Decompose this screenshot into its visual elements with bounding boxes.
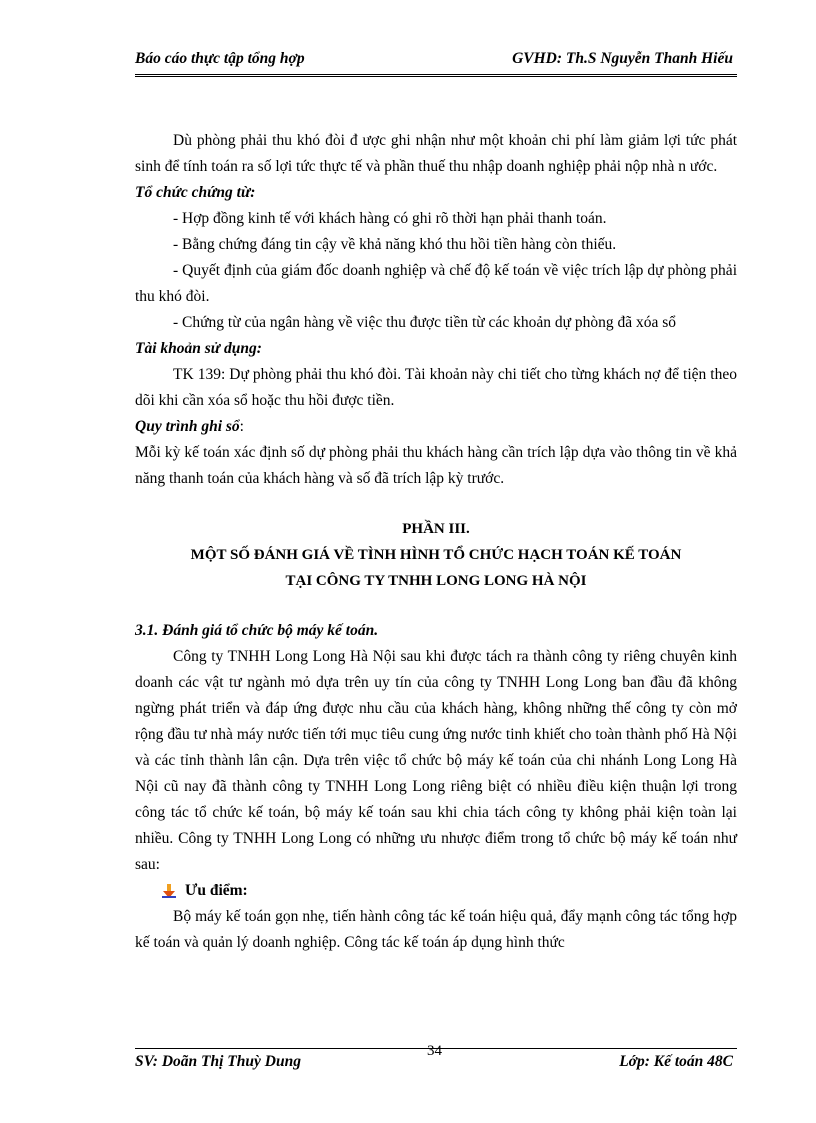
part-title: PHẦN III. (402, 521, 470, 537)
header-report-title: Báo cáo thực tập tổng hợp (135, 50, 305, 67)
heading-accounts: Tài khoản sử dụng: (135, 340, 262, 357)
paragraph-account-139: TK 139: Dự phòng phải thu khó đòi. Tài khoản này chi tiết cho từng khách nợ để tiện theo dõi khi cần xóa sổ hoặc thu hồi được tiền. (135, 366, 737, 409)
part-subtitle-line2: TẠI CÔNG TY TNHH LONG LONG HÀ NỘI (285, 573, 587, 589)
page-header (135, 48, 737, 77)
advantages-heading (161, 878, 737, 904)
heading-documents: Tổ chức chứng từ: (135, 184, 256, 201)
paragraph-section-3-1: Công ty TNHH Long Long Hà Nội sau khi được tách ra thành công ty riêng chuyên kinh doanh các vật tư ngành mỏ dựa trên uy tín của công ty TNHH Long Long ban đầu đã không ngừng phát triển và đáp ứng được nhu cầu của khách hàng, không những thế công ty còn mở rộng đầu tư nhà máy nước tiến tới mục tiêu cung ứng nước tinh khiết cho toàn thành phố Hà Nội và các tỉnh thành lân cận. Dựa trên việc tổ chức bộ máy kế toán của chi nhánh Long Long Hà Nội cũ nay đã thành công ty TNHH Long Long riêng biệt có nhiều điều kiện thuận lợi trong công tác tổ chức kế toán, bộ máy kế toán sau khi chia tách công ty không phải kiện toàn lại nhiều. Công ty TNHH Long Long có những ưu nhược điểm trong tổ chức bộ máy kế toán như sau: (135, 648, 737, 873)
list-item: - Bằng chứng đáng tin cậy về khả năng khó thu hồi tiền hàng còn thiếu. (173, 236, 617, 253)
heading-bookkeeping (135, 414, 737, 440)
paragraph-advantages: Bộ máy kế toán gọn nhẹ, tiến hành công tác kế toán hiệu quả, đẩy mạnh công tác tổng hợp kế toán và quản lý doanh nghiệp. Công tác kế toán áp dụng hình thức (135, 908, 737, 951)
footer-student: SV: Doãn Thị Thuỳ Dung (135, 1053, 301, 1070)
spacer (135, 492, 737, 516)
page-footer (135, 1043, 737, 1077)
list-item: - Quyết định của giám đốc doanh nghiệp và chế độ kế toán về việc trích lập dự phòng phải thu khó đòi. (135, 262, 737, 305)
part-subtitle-line1: MỘT SỐ ĐÁNH GIÁ VỀ TÌNH HÌNH TỔ CHỨC HẠCH TOÁN KẾ TOÁN (190, 547, 682, 563)
spacer (135, 594, 737, 618)
section-3-1-heading: 3.1. Đánh giá tổ chức bộ máy kế toán. (135, 622, 379, 639)
page-number: 34 (427, 1043, 442, 1059)
advantages-heading-text: Ưu điểm: (185, 882, 248, 899)
page-content (135, 128, 737, 956)
header-supervisor: GVHD: Th.S Nguyễn Thanh Hiếu (512, 50, 733, 67)
heading-bookkeeping-text: Quy trình ghi sổ (135, 418, 240, 435)
paragraph-provision: Dù phòng phải thu khó đòi đ ược ghi nhận như một khoản chi phí làm giảm lợi tức phát sinh để tính toán ra số lợi tức thực tế và phần thuế thu nhập doanh nghiệp phải nộp nhà n ước. (135, 132, 737, 175)
paragraph-bookkeeping: Mỗi kỳ kế toán xác định số dự phòng phải thu khách hàng cần trích lập dựa vào thông tin về khả năng thanh toán của khách hàng và số đã trích lập kỳ trước. (135, 444, 737, 487)
footer-class: Lớp: Kế toán 48C (619, 1053, 733, 1070)
heading-bookkeeping-colon: : (239, 418, 244, 435)
bullet-arrow-icon (161, 883, 177, 899)
list-item: - Hợp đồng kinh tế với khách hàng có ghi rõ thời hạn phải thanh toán. (173, 210, 607, 227)
list-item: - Chứng từ của ngân hàng về việc thu được tiền từ các khoản dự phòng đã xóa sổ (173, 314, 677, 331)
